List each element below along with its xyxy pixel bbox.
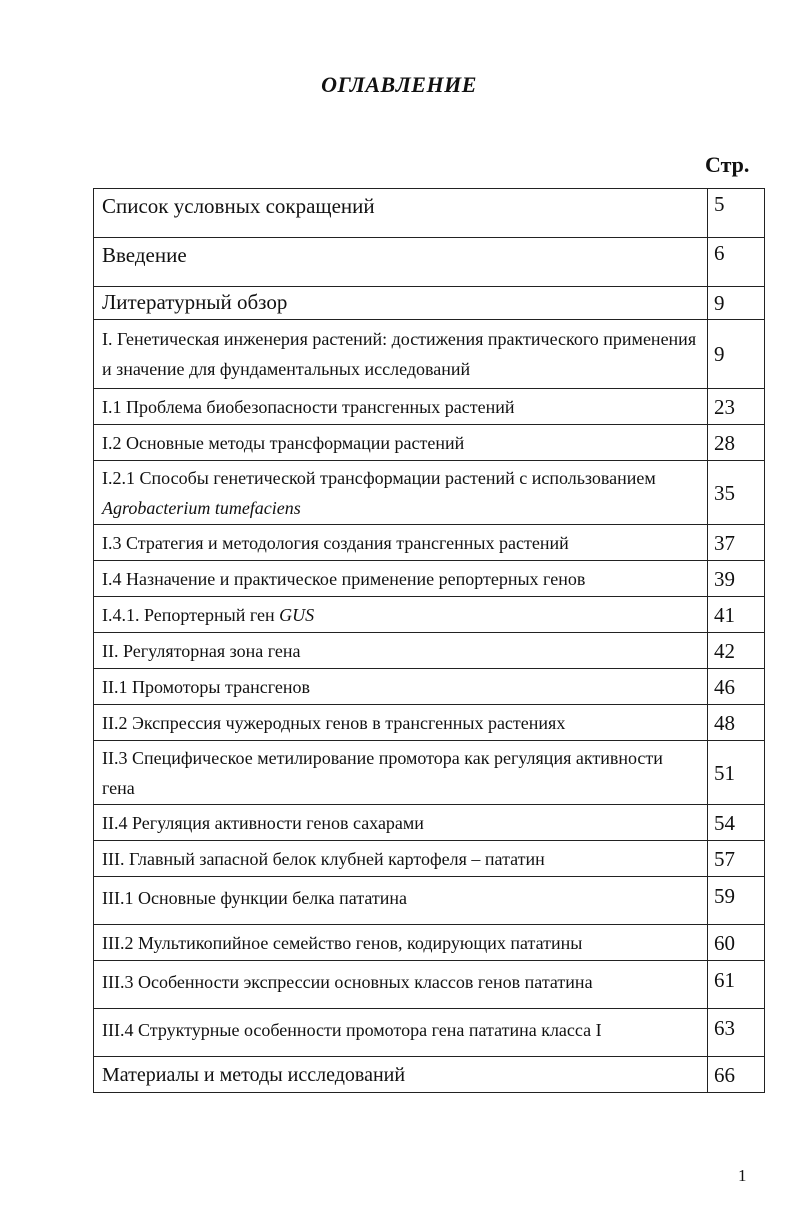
page-number: 1 [738, 1166, 747, 1185]
toc-entry-text: I.4 Назначение и практическое применение репортерных генов [94, 561, 708, 597]
toc-row [94, 238, 765, 287]
toc-entry-text [94, 461, 708, 525]
toc-entry-text: III.1 Основные функции белка пататина [94, 877, 708, 925]
toc-entry-text [94, 597, 708, 633]
toc-entry-text: Материалы и методы исследований [94, 1057, 708, 1093]
page-title: ОГЛАВЛЕНИЕ [321, 72, 477, 97]
toc-row [94, 669, 765, 705]
toc-row [94, 741, 765, 805]
toc-entry-page: 23 [708, 389, 765, 425]
toc-entry-text: Литературный обзор [94, 287, 708, 320]
toc-entry-text: II.2 Экспрессия чужеродных генов в трансгенных растениях [94, 705, 708, 741]
toc-row [94, 1057, 765, 1093]
toc-entry-page: 48 [708, 705, 765, 741]
toc-row [94, 633, 765, 669]
toc-row [94, 425, 765, 461]
toc-entry-page: 41 [708, 597, 765, 633]
toc-entry-text: III.3 Особенности экспрессии основных классов генов пататина [94, 961, 708, 1009]
toc-entry-text-main: I.4.1. Репортерный ген [102, 604, 275, 625]
toc-entry-text: II.4 Регуляция активности генов сахарами [94, 805, 708, 841]
toc-row [94, 877, 765, 925]
toc-entry-page: 9 [708, 287, 765, 320]
toc-entry-page: 51 [708, 741, 765, 805]
toc-entry-text: III.2 Мультикопийное семейство генов, кодирующих пататины [94, 925, 708, 961]
toc-row [94, 320, 765, 389]
toc-entry-page: 54 [708, 805, 765, 841]
toc-row [94, 525, 765, 561]
toc-entry-page: 35 [708, 461, 765, 525]
toc-entry-text: I.2 Основные методы трансформации растений [94, 425, 708, 461]
toc-entry-text-main: I.2.1 Способы генетической трансформации растений с использованием [102, 467, 656, 488]
toc-entry-page: 39 [708, 561, 765, 597]
toc-entry-text: III.4 Структурные особенности промотора гена пататина класса I [94, 1009, 708, 1057]
toc-row [94, 961, 765, 1009]
toc-table [93, 188, 765, 1093]
toc-row [94, 841, 765, 877]
page-column-label: Стр. [705, 152, 750, 177]
toc-entry-text: II.3 Специфическое метилирование промотора как регуляция активности гена [94, 741, 708, 805]
toc-entry-text: II. Регуляторная зона гена [94, 633, 708, 669]
toc-entry-page: 61 [708, 961, 765, 1009]
toc-row [94, 1009, 765, 1057]
toc-row [94, 561, 765, 597]
toc-entry-page: 46 [708, 669, 765, 705]
toc-entry-text: I.1 Проблема биобезопасности трансгенных растений [94, 389, 708, 425]
toc-entry-page: 60 [708, 925, 765, 961]
toc-row [94, 287, 765, 320]
toc-entry-page: 63 [708, 1009, 765, 1057]
toc-row [94, 597, 765, 633]
toc-entry-text: III. Главный запасной белок клубней картофеля – пататин [94, 841, 708, 877]
toc-entry-page: 66 [708, 1057, 765, 1093]
toc-row [94, 461, 765, 525]
toc-entry-text: II.1 Промоторы трансгенов [94, 669, 708, 705]
toc-entry-text: I.3 Стратегия и методология создания трансгенных растений [94, 525, 708, 561]
toc-entry-page: 5 [708, 189, 765, 238]
toc-entry-text-italic: Agrobacterium tumefaciens [102, 497, 301, 518]
toc-entry-text: Список условных сокращений [94, 189, 708, 238]
toc-entry-page: 6 [708, 238, 765, 287]
toc-entry-page: 37 [708, 525, 765, 561]
toc-row [94, 805, 765, 841]
toc-entry-text: Введение [94, 238, 708, 287]
toc-entry-page: 28 [708, 425, 765, 461]
toc-row [94, 925, 765, 961]
toc-row [94, 389, 765, 425]
toc-entry-page: 57 [708, 841, 765, 877]
toc-entry-page: 9 [708, 320, 765, 389]
toc-entry-page: 59 [708, 877, 765, 925]
toc-entry-text-italic: GUS [279, 604, 315, 625]
toc-row [94, 189, 765, 238]
toc-entry-text: I. Генетическая инженерия растений: достижения практического применения и значение для фундаментальных исследований [94, 320, 708, 389]
toc-row [94, 705, 765, 741]
toc-entry-page: 42 [708, 633, 765, 669]
